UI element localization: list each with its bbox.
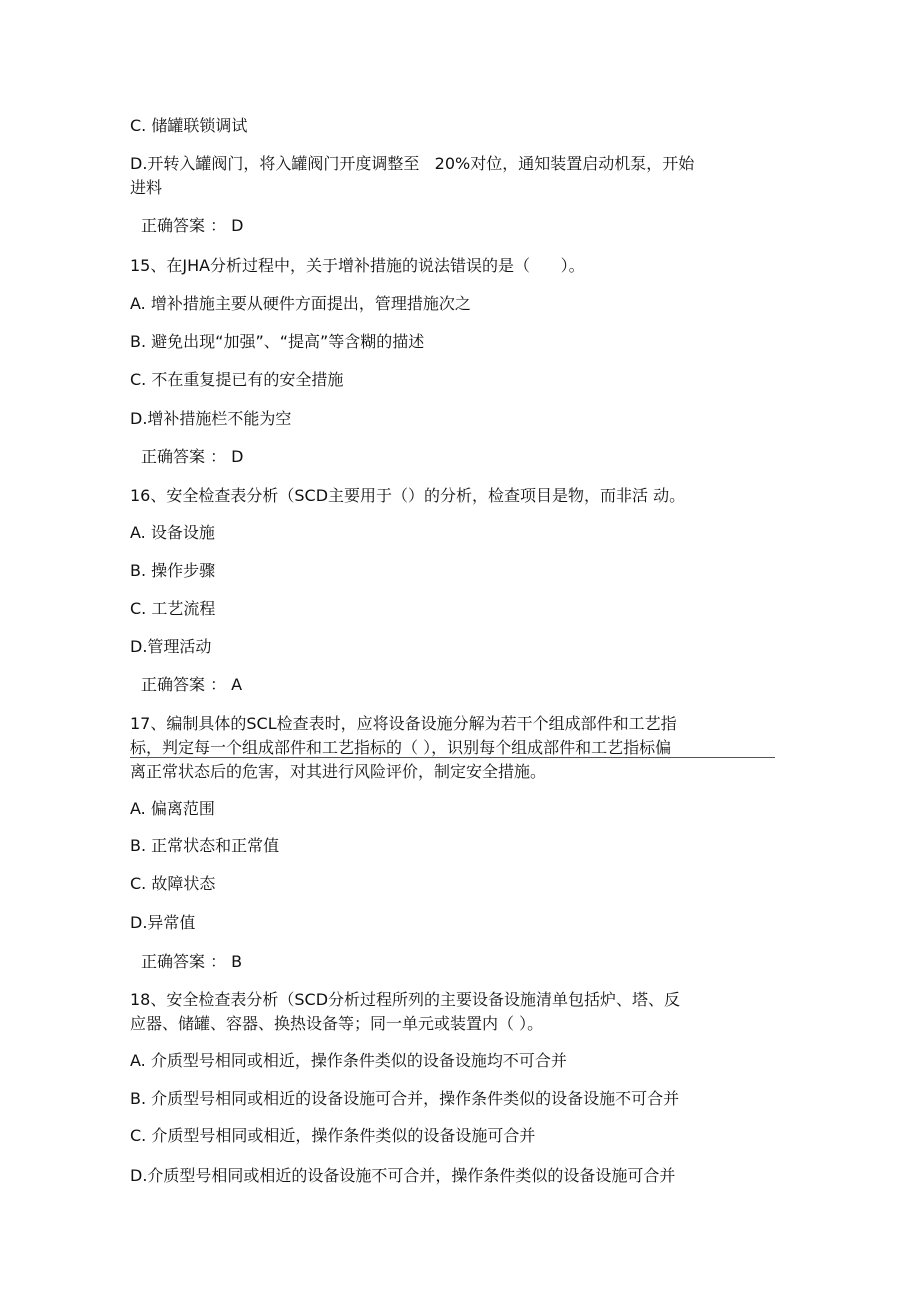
option-line: A. 增补措施主要从硬件方面提出，管理措施次之	[130, 294, 471, 313]
option-line: A. 偏离范围	[130, 799, 215, 818]
answer-line: 正确答案 ： D	[141, 216, 244, 235]
question-line: 离正常状态后的危害，对其进行风险评价，制定安全措施。	[130, 762, 547, 781]
option-line: B. 介质型号相同或相近的设备设施可合并，操作条件类似的设备设施不可合并	[130, 1089, 680, 1108]
option-line: C. 工艺流程	[130, 599, 216, 618]
option-line: C. 不在重复提已有的安全措施	[130, 370, 344, 389]
question-line: 15、在JHA分析过程中，关于增补措施的说法错误的是（ ）。	[130, 256, 585, 275]
question-line: 18、安全检查表分析（SCD分析过程所列的主要设备设施清单包括炉、塔、反	[130, 990, 681, 1009]
answer-line: 正确答案 ： B	[141, 952, 243, 971]
question-line: 17、编制具体的SCL检查表时，应将设备设施分解为若干个组成部件和工艺指	[130, 714, 677, 733]
question-line: 标，判定每一个组成部件和工艺指标的（ ），识别每个组成部件和工艺指标偏	[130, 738, 672, 757]
option-line: D.介质型号相同或相近的设备设施不可合并，操作条件类似的设备设施可合并	[130, 1166, 676, 1185]
option-line: D.开转入罐阀门，将入罐阀门开度调整至 20%对位，通知装置启动机泵，开始	[130, 154, 695, 173]
answer-line: 正确答案 ： A	[141, 675, 243, 694]
option-line: C. 储罐联锁调试	[130, 116, 248, 135]
option-line: A. 介质型号相同或相近，操作条件类似的设备设施均不可合并	[130, 1051, 567, 1070]
option-line: D.异常值	[130, 913, 196, 932]
question-line: 16、安全检查表分析（SCD主要用于（）的分析，检查项目是物，而非活 动。	[130, 486, 686, 505]
option-line: D.增补措施栏不能为空	[130, 409, 292, 428]
option-line: D.管理活动	[130, 637, 212, 656]
option-line: 进料	[130, 178, 163, 197]
option-line: C. 介质型号相同或相近，操作条件类似的设备设施可合并	[130, 1126, 536, 1145]
answer-line: 正确答案 ： D	[141, 447, 244, 466]
option-line: B. 操作步骤	[130, 561, 216, 580]
option-line: B. 避免出现“加强”、“提高”等含糊的描述	[130, 332, 425, 351]
option-line: C. 故障状态	[130, 874, 216, 893]
question-line: 应器、储罐、容器、换热设备等；同一单元或装置内（ ）。	[130, 1014, 544, 1033]
option-line: A. 设备设施	[130, 523, 215, 542]
horizontal-rule	[130, 757, 775, 758]
option-line: B. 正常状态和正常值	[130, 836, 280, 855]
